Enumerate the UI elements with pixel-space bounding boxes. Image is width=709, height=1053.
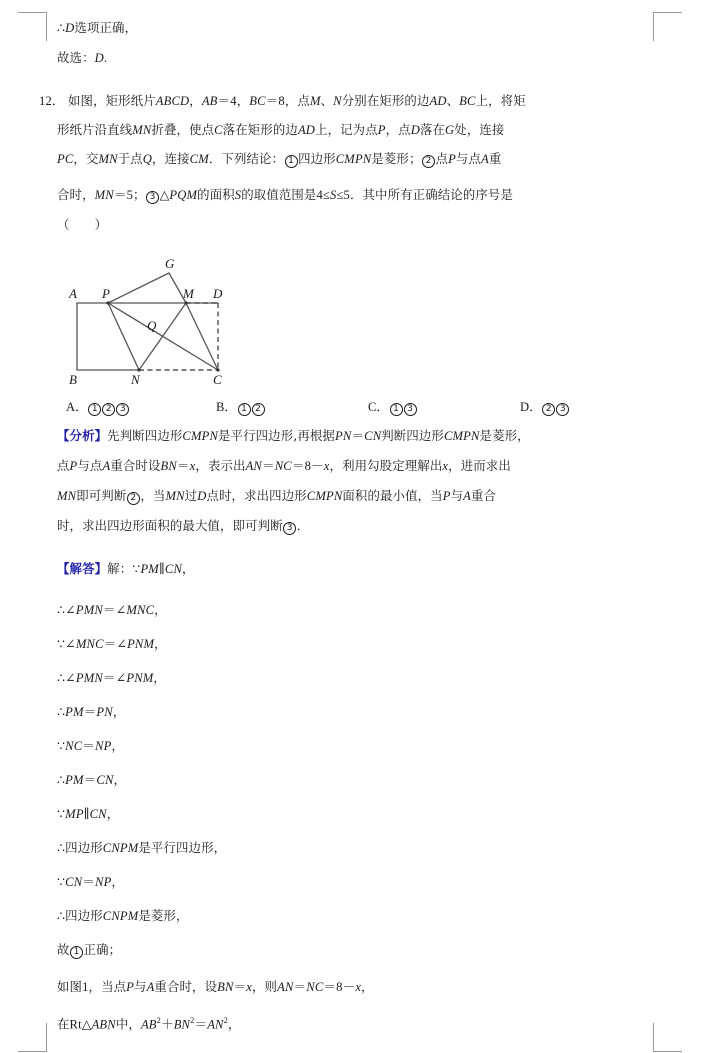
figure-label-N: N	[131, 372, 140, 387]
math-variable: P	[442, 489, 451, 503]
figure-label-M: M	[183, 286, 194, 301]
math-variable: ABN	[91, 1017, 116, 1032]
circled-number-3: 3	[283, 522, 296, 535]
analysis-line-1	[57, 430, 530, 443]
analysis-line-4	[57, 520, 309, 535]
circled-number-3: 3	[556, 403, 569, 416]
prev-answer-line-2	[57, 52, 107, 65]
text-run: 是平行四边形,再根据	[218, 428, 335, 443]
text-run: 重合时，设	[154, 979, 218, 994]
text-run: 的取值范围是	[241, 187, 317, 202]
text-run: 是菱形，	[479, 428, 530, 443]
circled-number-2: 2	[252, 403, 265, 416]
math-variable: N	[333, 94, 342, 108]
therefore-symbol: ∴	[57, 21, 66, 35]
math-variable: AD	[429, 94, 447, 108]
figure-label-D: D	[213, 286, 223, 301]
text-run: ，进而求出	[448, 458, 511, 473]
math-variable: PM	[65, 705, 84, 719]
math-variable: AD	[297, 123, 316, 137]
circled-number-1: 1	[285, 155, 298, 168]
math-symbol: ＝∠	[102, 603, 127, 617]
text-run: 四边形	[65, 908, 103, 923]
text-run: 四边形	[65, 840, 103, 855]
math-variable: MN	[57, 489, 77, 503]
math-symbol: ＝∠	[103, 637, 128, 651]
text-run: ，点	[385, 122, 411, 137]
math-variable: D	[197, 489, 207, 503]
math-variable: BC	[249, 94, 266, 108]
circled-number-2: 2	[102, 403, 115, 416]
solution-line-1	[57, 563, 195, 576]
math-symbol: ∴∠	[57, 603, 76, 617]
math-symbol: ＝5	[113, 188, 134, 202]
math-variable: PQM	[169, 188, 198, 202]
math-variable: AN	[277, 980, 294, 994]
text-run: 与点	[77, 458, 103, 473]
math-variable: C	[214, 123, 223, 137]
text-run: ，	[112, 704, 126, 719]
math-variable: PNM	[126, 671, 154, 685]
text-run: ，	[236, 93, 250, 108]
text-run: 落在矩形的边	[222, 122, 298, 137]
text-run: ，	[113, 772, 127, 787]
text-run: 与点	[455, 151, 481, 166]
math-symbol: ∵	[57, 875, 66, 889]
text-run: ，	[227, 1016, 241, 1032]
text-run: 上，将矩	[475, 93, 526, 108]
math-variable: Q	[142, 152, 153, 166]
math-variable: CNPM	[102, 841, 139, 855]
math-symbol: ∴∠	[57, 671, 76, 685]
math-variable: ABCD	[155, 94, 190, 108]
prev-answer-period: .	[103, 51, 108, 65]
math-variable: S	[330, 188, 337, 202]
math-symbol: ∥	[83, 807, 90, 821]
math-variable: CN	[364, 429, 382, 443]
math-variable: x	[189, 459, 196, 473]
question-stem-line-1	[68, 95, 526, 108]
math-symbol: ＝	[351, 429, 365, 443]
text-run: 中，	[115, 1016, 141, 1032]
prev-answer-line1-text: 选项正确，	[74, 20, 138, 35]
option-b[interactable]	[216, 396, 265, 416]
text-run: 与	[134, 979, 147, 994]
math-symbol: ∴	[57, 841, 66, 855]
text-run: 于点	[117, 151, 143, 166]
text-run: ，利用勾股定理解出	[329, 458, 443, 473]
text-run: 重合	[470, 488, 497, 503]
text-run: 如图，矩形纸片	[68, 93, 156, 108]
math-symbol: ＝	[82, 875, 96, 889]
question-number	[39, 95, 65, 108]
exponent: 2	[156, 1016, 161, 1025]
text-run: ．下列结论：	[208, 151, 285, 166]
text-run: ；	[133, 187, 146, 202]
math-variable: PM	[65, 773, 84, 787]
option-c[interactable]	[368, 396, 417, 416]
math-symbol: ＝	[233, 980, 247, 994]
circled-number-2: 2	[127, 492, 140, 505]
segment-PG	[108, 273, 169, 303]
math-variable: S	[234, 188, 242, 202]
math-variable: MP	[65, 807, 84, 821]
math-symbol: ＝	[261, 459, 275, 473]
math-symbol: △	[159, 188, 170, 202]
options-row	[0, 396, 709, 416]
math-symbol: ∵∠	[57, 637, 76, 651]
text-run: 故	[57, 942, 70, 957]
text-run: 如图	[57, 979, 83, 994]
prev-answer-line-1	[57, 22, 137, 35]
math-symbol: ＝8	[265, 94, 285, 108]
figure-label-Q: Q	[147, 318, 157, 333]
math-variable: CMPN	[443, 429, 480, 443]
math-symbol: Rt△	[69, 1017, 92, 1032]
math-variable: NC	[274, 459, 292, 473]
math-variable: NC	[306, 980, 324, 994]
math-symbol: ＝	[82, 739, 96, 753]
text-run: 先判断四边形	[107, 428, 183, 443]
math-variable: P	[448, 152, 456, 166]
option-key: D．	[520, 400, 542, 414]
option-key: C．	[368, 400, 389, 414]
math-variable: MN	[94, 188, 114, 202]
math-variable: PMN	[75, 603, 103, 617]
option-a[interactable]	[66, 396, 130, 416]
circled-number-2: 2	[422, 155, 435, 168]
math-symbol: ＝	[293, 980, 307, 994]
text-run: 分别在矩形的边	[341, 93, 430, 108]
solution-line-13	[57, 981, 374, 994]
math-symbol: ∥	[158, 562, 165, 576]
circled-number-3: 3	[116, 403, 129, 416]
math-symbol: 4≤	[316, 188, 330, 202]
option-key: A．	[66, 400, 88, 414]
math-symbol: ＝	[194, 1017, 208, 1032]
figure-label-C: C	[213, 372, 222, 387]
text-run: 在	[57, 1016, 70, 1032]
math-variable: P	[377, 123, 386, 137]
circled-number-2: 2	[542, 403, 555, 416]
text-run: ，表示出	[195, 458, 246, 473]
text-run: 点时，求出四边形	[206, 488, 307, 503]
solution-line-7	[57, 774, 126, 787]
text-run: ，连接	[152, 151, 190, 166]
analysis-line-3	[57, 490, 496, 505]
text-run: ，	[189, 93, 202, 108]
text-run: 重合时设	[110, 458, 161, 473]
option-d[interactable]	[520, 396, 570, 416]
text-run: ，	[106, 806, 120, 821]
solution-line-12	[57, 944, 121, 959]
text-run: 面积的最小值，当	[342, 488, 443, 503]
text-run: 合时，	[57, 187, 95, 202]
solution-line-6	[57, 740, 124, 753]
circled-number-1: 1	[70, 946, 83, 959]
text-run: 折叠，使点	[151, 122, 215, 137]
math-symbol: ＝	[83, 705, 97, 719]
text-run: ．其中所有正确结论的序号是	[349, 187, 513, 202]
math-symbol: ∵	[132, 562, 141, 576]
analysis-line-1-content	[107, 429, 530, 443]
math-symbol: ＝	[83, 773, 97, 787]
circled-number-3: 3	[404, 403, 417, 416]
circled-number-1: 1	[238, 403, 251, 416]
math-variable: MNC	[75, 637, 104, 651]
figure-label-G: G	[165, 256, 175, 271]
math-variable: CN	[65, 875, 83, 889]
circled-number-1: 1	[88, 403, 101, 416]
text-run: ，当点	[88, 979, 127, 994]
text-run: 是平行四边形，	[138, 840, 227, 855]
math-variable: MN	[165, 489, 185, 503]
math-variable: M	[309, 94, 321, 108]
text-run: 与	[450, 488, 464, 503]
text-run: 四边形	[298, 151, 336, 166]
math-variable: CM	[189, 152, 209, 166]
text-run: ，点	[284, 93, 310, 108]
figure-label-B: B	[69, 372, 77, 387]
text-run: ，当	[140, 488, 166, 503]
math-variable: PC	[57, 152, 74, 166]
solution-line-9	[57, 842, 226, 855]
math-variable: A	[102, 459, 111, 473]
text-run: ，交	[73, 151, 99, 166]
text-run: 时，求出四边形面积的最大值，即可判断	[57, 518, 283, 533]
text-run: 即可判断	[76, 488, 127, 503]
math-variable: x	[246, 980, 253, 994]
geometry-figure	[55, 248, 285, 388]
analysis-tag: 【分析】	[57, 428, 108, 443]
math-variable: G	[445, 123, 455, 137]
math-symbol: 1	[82, 980, 89, 994]
math-variable: AN	[245, 459, 262, 473]
math-variable: BN	[217, 980, 234, 994]
text-run: ，	[182, 561, 195, 576]
math-variable: BC	[459, 94, 476, 108]
solution-line-11	[57, 910, 189, 923]
text-run: ，	[153, 670, 166, 685]
text-run: 上，记为点	[315, 122, 378, 137]
math-variable: CN	[164, 562, 182, 576]
text-run: ，	[111, 874, 124, 889]
math-variable: A	[463, 489, 471, 503]
math-variable: P	[126, 980, 135, 994]
question-stem-line-2	[57, 124, 504, 137]
math-variable: NP	[95, 875, 112, 889]
text-run: ，则	[252, 979, 278, 994]
math-variable: NC	[65, 739, 83, 753]
math-variable: MN	[98, 152, 118, 166]
solution-line-2	[57, 604, 167, 617]
prev-answer-option: D	[65, 21, 75, 35]
math-variable: AB	[140, 1017, 157, 1032]
math-variable: NP	[95, 739, 112, 753]
question-stem-line-5	[57, 219, 107, 232]
text-run: 正确；	[83, 942, 122, 957]
text-run: ，	[154, 636, 167, 651]
option-key: B．	[216, 400, 237, 414]
math-variable: A	[481, 152, 489, 166]
math-variable: A	[146, 980, 155, 994]
math-variable: D	[410, 123, 420, 137]
math-symbol: ＝8－	[291, 459, 324, 473]
math-variable: BN	[173, 1017, 191, 1032]
text-run: 处，连接	[454, 122, 505, 137]
text-run: ．	[296, 518, 310, 533]
text-run: ，	[361, 979, 374, 994]
math-variable: PN	[334, 429, 352, 443]
math-symbol: ＋	[160, 1017, 174, 1032]
math-variable: CMPN	[182, 429, 219, 443]
math-variable: x	[442, 459, 449, 473]
math-variable: x	[323, 459, 330, 473]
segment-MN	[139, 303, 186, 370]
text-run: ，	[111, 738, 124, 753]
figure-label-P: P	[102, 286, 110, 301]
math-variable: PN	[96, 705, 113, 719]
math-variable: AB	[201, 94, 218, 108]
text-run: 是菱形；	[371, 151, 422, 166]
exponent: 2	[223, 1016, 228, 1025]
math-symbol: ∴	[57, 705, 66, 719]
math-variable: AN	[207, 1017, 224, 1032]
solution-line-8	[57, 808, 119, 821]
math-variable: CMPN	[306, 489, 343, 503]
math-symbol: ＝8－	[323, 980, 356, 994]
math-variable: CNPM	[102, 909, 139, 923]
text-run: 形纸片沿直线	[57, 122, 133, 137]
math-symbol: ∴	[57, 773, 66, 787]
math-variable: PM	[140, 562, 159, 576]
math-variable: x	[355, 980, 362, 994]
math-variable: CMPN	[335, 152, 372, 166]
exponent: 2	[190, 1016, 195, 1025]
question-stem-line-4	[57, 189, 513, 204]
text-run: 的面积	[197, 187, 235, 202]
math-variable: PMN	[75, 671, 103, 685]
solution-line-10	[57, 876, 124, 889]
solution-line-14	[57, 1017, 241, 1031]
text-run: 过	[184, 488, 198, 503]
solution-line-5	[57, 706, 125, 719]
math-variable: P	[69, 459, 78, 473]
math-variable: CN	[96, 773, 114, 787]
math-symbol: ∵	[57, 739, 66, 753]
figure-label-A: A	[69, 286, 77, 301]
text-run: 是菱形，	[138, 908, 189, 923]
text-run: 、	[446, 93, 460, 108]
math-variable: MNC	[126, 603, 155, 617]
math-symbol: ∴	[57, 909, 66, 923]
math-symbol: ∵	[57, 807, 66, 821]
prev-answer-choice: D	[94, 51, 104, 65]
solution-tag: 【解答】	[57, 561, 108, 576]
math-variable: MN	[132, 123, 152, 137]
solution-line-4	[57, 672, 166, 685]
math-symbol: ≤5	[336, 188, 350, 202]
analysis-line-2	[57, 460, 511, 473]
text-run: 点	[57, 458, 70, 473]
text-run: 判断四边形	[381, 428, 444, 443]
math-variable: CN	[89, 807, 107, 821]
solution-line-1-content	[107, 562, 194, 576]
text-run: 解：	[107, 561, 133, 576]
text-run: 、	[320, 93, 334, 108]
solution-line-3	[57, 638, 167, 651]
text-run: ，	[154, 602, 167, 617]
math-symbol: ＝	[176, 459, 190, 473]
question-number-text: 12．	[39, 94, 65, 108]
math-variable: PNM	[127, 637, 155, 651]
prev-answer-choose-label: 故选：	[57, 50, 95, 65]
math-symbol: ＝4	[217, 94, 237, 108]
answer-parenthesis: （ ）	[57, 217, 108, 232]
math-symbol: ＝∠	[102, 671, 127, 685]
question-stem-line-3	[57, 153, 501, 168]
circled-number-3: 3	[146, 191, 159, 204]
text-run: 点	[435, 151, 449, 166]
text-run: 落在	[419, 122, 446, 137]
math-variable: BN	[160, 459, 177, 473]
circled-number-1: 1	[390, 403, 403, 416]
text-run: 重	[488, 151, 502, 166]
